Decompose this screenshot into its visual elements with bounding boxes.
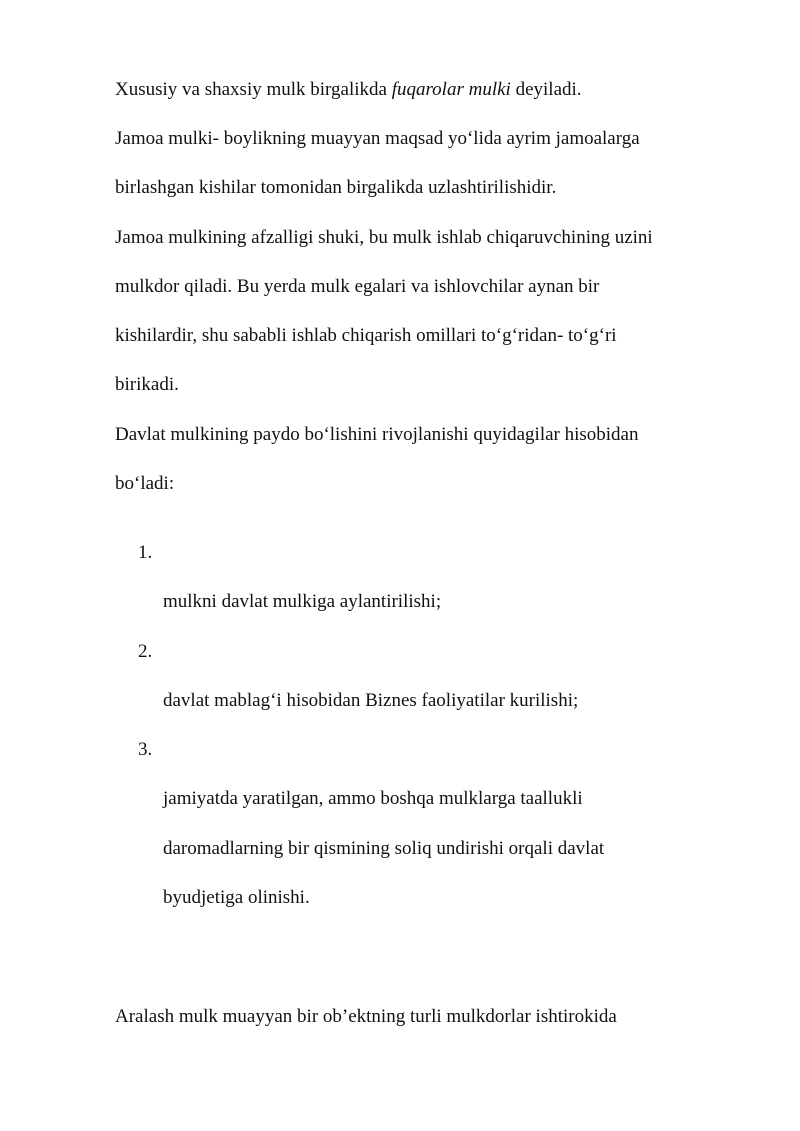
paragraph-line: birikadi. <box>115 374 179 395</box>
paragraph-line: Aralash mulk muayyan bir ob’ektning turli mulkdorlar ishtirokida <box>115 1006 617 1027</box>
paragraph-line: Jamoa mulki- boylikning muayyan maqsad yo‘lida ayrim jamoalarga <box>115 128 640 149</box>
list-item: jamiyatda yaratilgan, ammo boshqa mulklarga taallukli <box>163 788 583 809</box>
paragraph-line: birlashgan kishilar tomonidan birgalikda uzlashtirilishidir. <box>115 177 557 198</box>
list-number: 1. <box>138 542 153 563</box>
italic-term: fuqarolar mulki <box>391 79 511 100</box>
list-item: byudjetiga olinishi. <box>163 887 310 908</box>
list-item: mulkni davlat mulkiga aylantirilishi; <box>163 591 442 612</box>
list-number: 2. <box>138 641 153 662</box>
list-number: 3. <box>138 739 153 760</box>
paragraph-private-property <box>115 78 582 102</box>
paragraph-line: Jamoa mulkining afzalligi shuki, bu mulk ishlab chiqaruvchining uzini <box>115 227 653 248</box>
paragraph-line: Davlat mulkining paydo bo‘lishini rivojlanishi quyidagilar hisobidan <box>115 424 639 445</box>
paragraph-text: Xususiy va shaxsiy mulk birgalikda <box>115 79 392 100</box>
paragraph-text: deyiladi. <box>510 79 582 100</box>
paragraph-line: bo‘ladi: <box>115 473 175 494</box>
paragraph-line: mulkdor qiladi. Bu yerda mulk egalari va ishlovchilar aynan bir <box>115 276 600 297</box>
paragraph-line: kishilardir, shu sababli ishlab chiqarish omillari to‘g‘ridan- to‘g‘ri <box>115 325 617 346</box>
list-item: davlat mablag‘i hisobidan Biznes faoliyatilar kurilishi; <box>163 690 579 711</box>
list-item: daromadlarning bir qismining soliq undirishi orqali davlat <box>163 838 605 859</box>
